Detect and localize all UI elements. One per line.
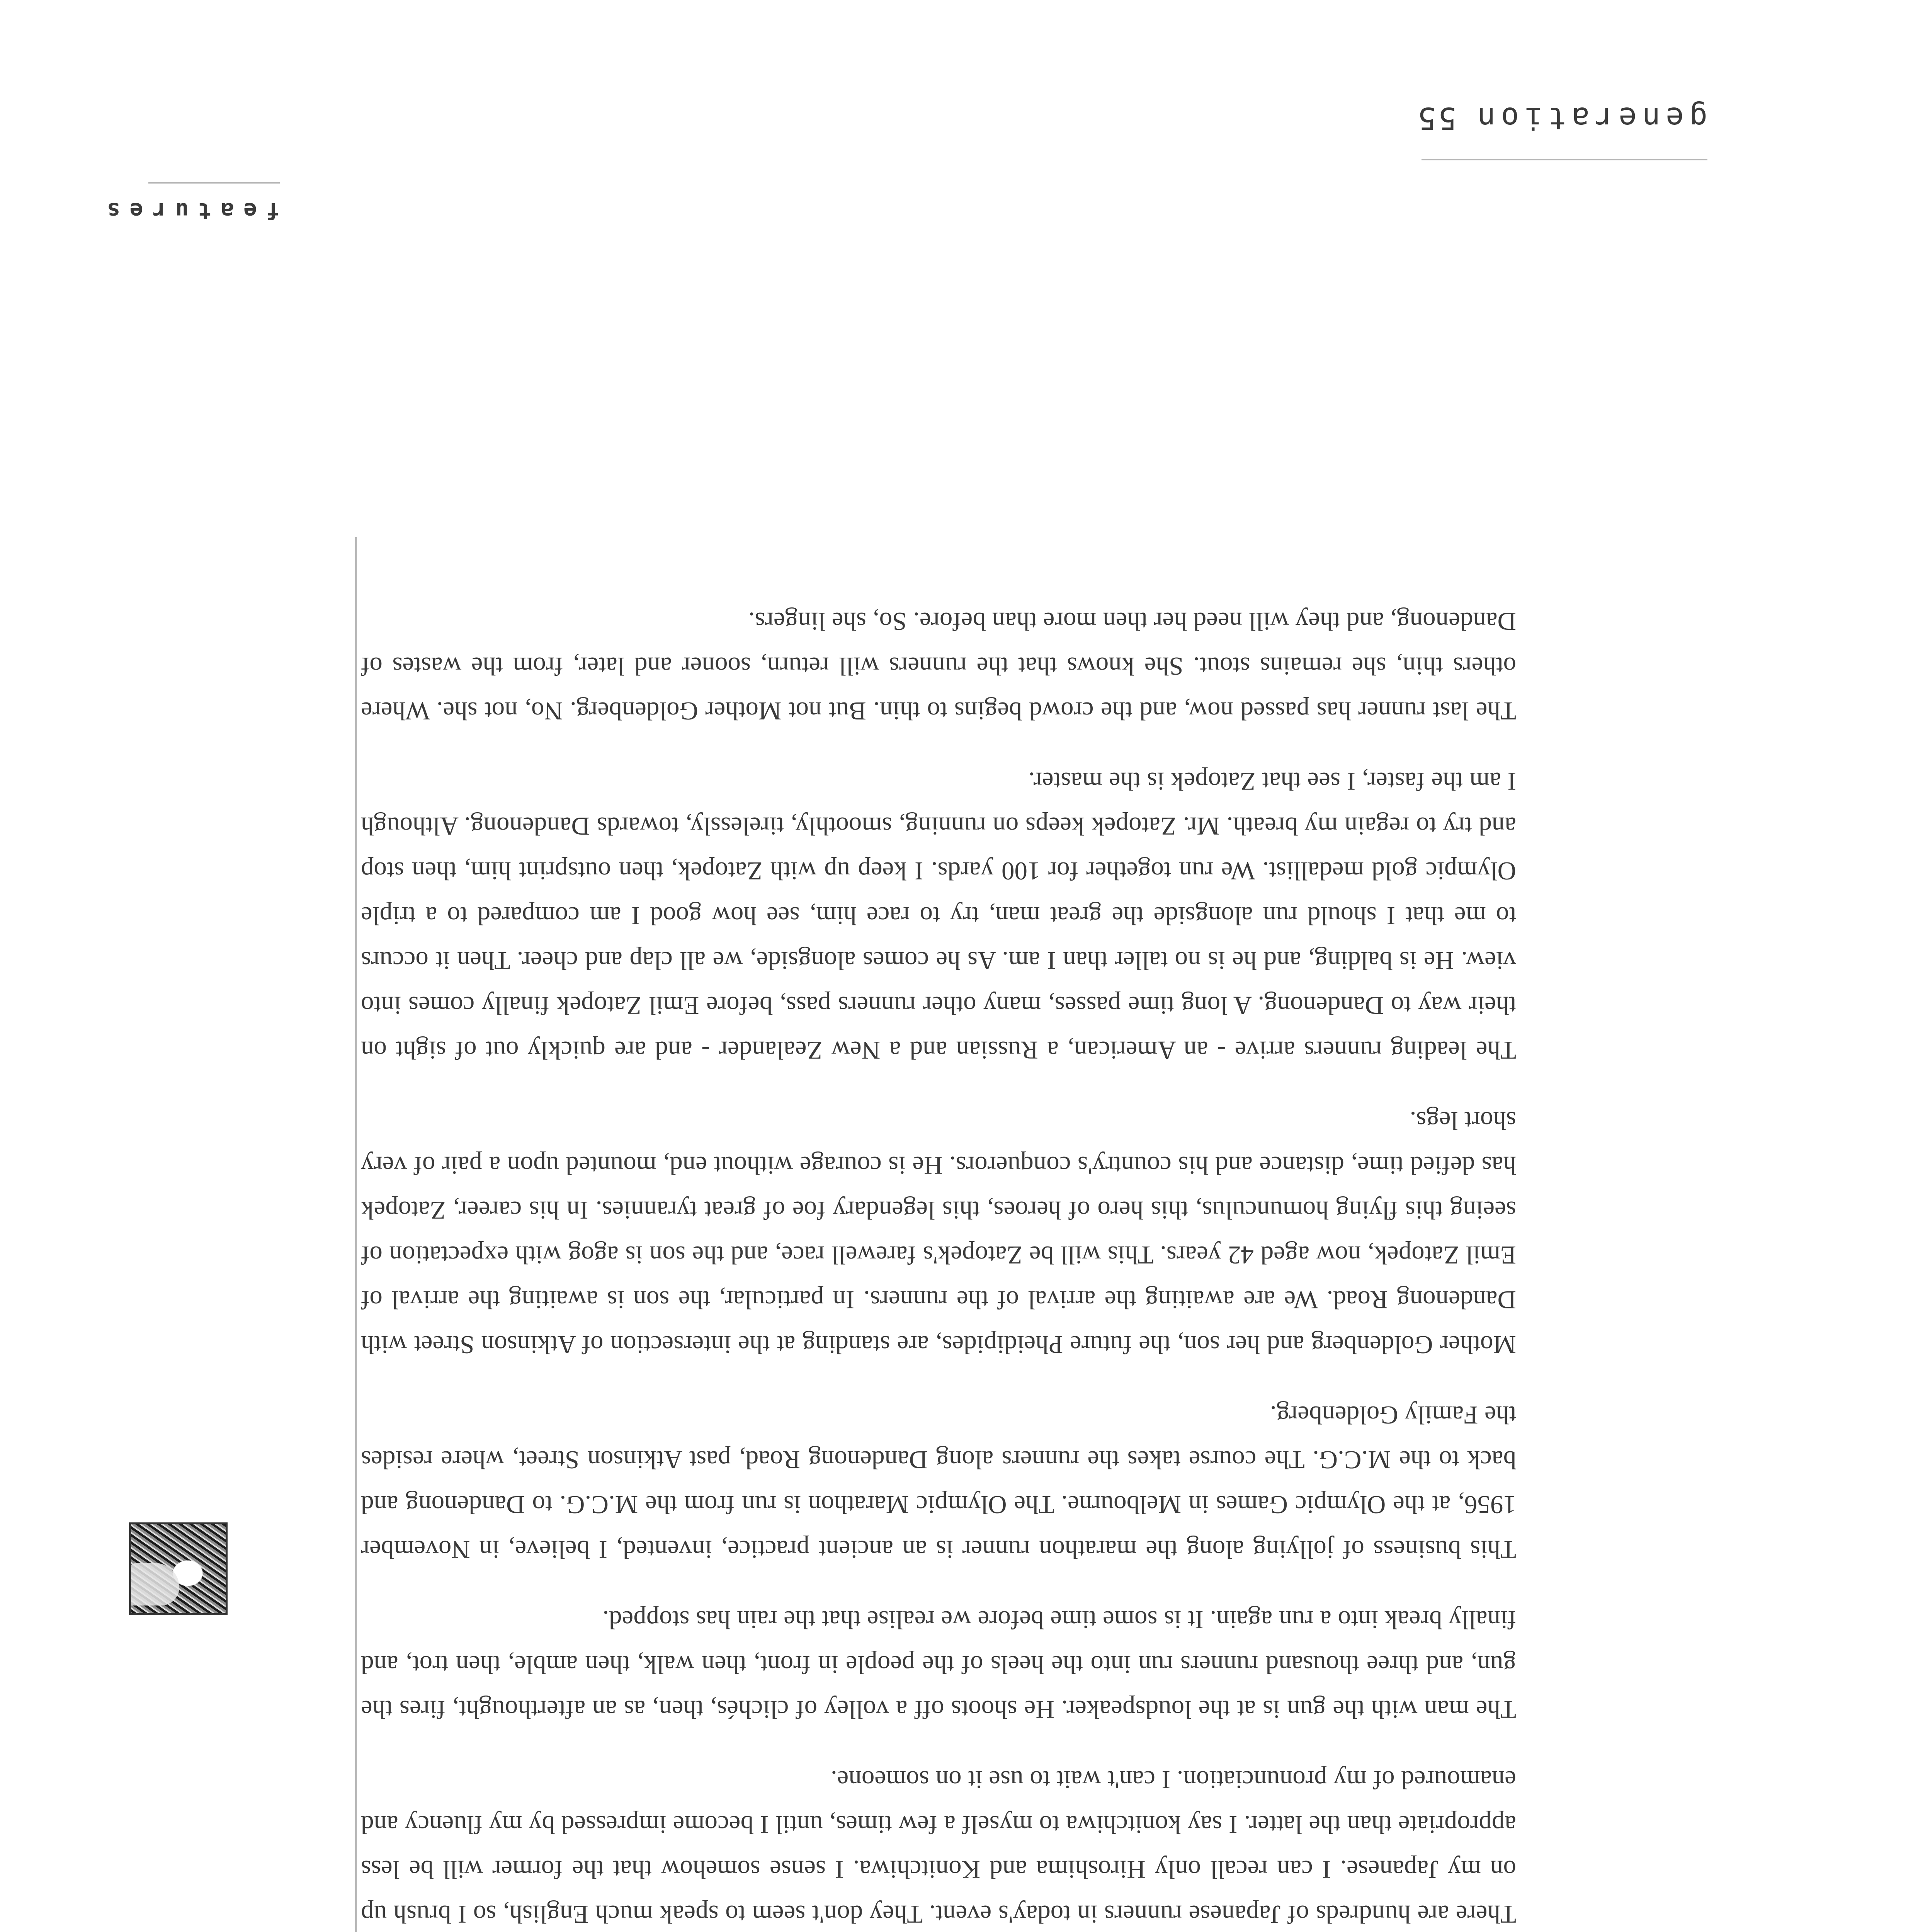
column-rule: [355, 537, 357, 1932]
paragraph: The last runner has passed now, and the crowd begins to thin. But not Mother Goldenberg. No, not she. Where others thin, she remains stout. She knows that the runners will return, sooner and later, from the wastes of Dandenong, and they will need her then more than before. So, she lingers.: [361, 607, 1516, 725]
paragraph: There are hundreds of Japanese runners in today's event. They don't seem to speak much English, so I brush up on my Japanese. I can recall only Hiroshima and Konitchiwa. I sense somehow that the former will be less appropriate than the latter. I say konitchiwa to myself a few times, until I become impressed by my fluency and enamoured of my pronunciation. I can't wait to use it on someone.: [361, 1765, 1516, 1929]
footer: [1415, 100, 1707, 135]
section-label: features: [97, 198, 280, 224]
image-highlight: [129, 1563, 179, 1605]
publication-name: generation: [1472, 100, 1707, 135]
paragraph: The leading runners arrive - an American, a Russian and a New Zealander - and are quickly out of sight on their way to Dandenong. A long time passes, many other runners pass, before Emil Zatopek finally comes into view. He is balding, and he is no taller than I am. As he comes alongside, we all clap and cheer. Then it occurs to me that I should run alongside the great man, try to race him, see how good I am compared to a triple Olympic gold medallist. We run together for 100 yards. I keep up with Zatopek, then outsprint him, then stop and try to regain my breath. Mr. Zatopek keeps on running, smoothly, tirelessly, towards Dandenong. Although I am the faster, I see that Zatopek is the master.: [361, 767, 1516, 1065]
section-divider: [148, 182, 280, 184]
page-number: 55: [1415, 100, 1457, 135]
article-body: [361, 573, 1516, 1932]
paragraph: The man with the gun is at the loudspeaker. He shoots off a volley of clichés, then, as an afterthought, fires the gun, and three thousand runners run into the heels of the people in front, then walk, then amble, then trot, and finally break into a run again. It is some time before we realise that the rain has stopped.: [361, 1605, 1516, 1724]
footer-divider: [1421, 159, 1707, 160]
photo-illustration-icon: [129, 1522, 228, 1615]
paragraph: Mother Goldenberg and her son, the future Pheidipides, are standing at the intersection of Atkinson Street with Dandenong Road. We are awaiting the arrival of the runners. In particular, the son is awaiting the arrival of Emil Zatopek, now aged 42 years. This will be Zatopek's farewell race, and the son is agog with expectation of seeing this flying homunculus, this hero of heroes, this legendary foe of great tyrannies. In his career, Zatopek has defied time, distance and his country's conquerors. He is courage without end, mounted upon a pair of very short legs.: [361, 1106, 1516, 1359]
paragraph: This business of jollying along the marathon runner is an ancient practice, invented, I believe, in November 1956, at the Olympic Games in Melbourne. The Olympic Marathon is run from the M.C.G. to Dandenong and back to the M.C.G. The course takes the runners along Dandenong Road, past Atkinson Street, where resides the Family Goldenberg.: [361, 1401, 1516, 1564]
